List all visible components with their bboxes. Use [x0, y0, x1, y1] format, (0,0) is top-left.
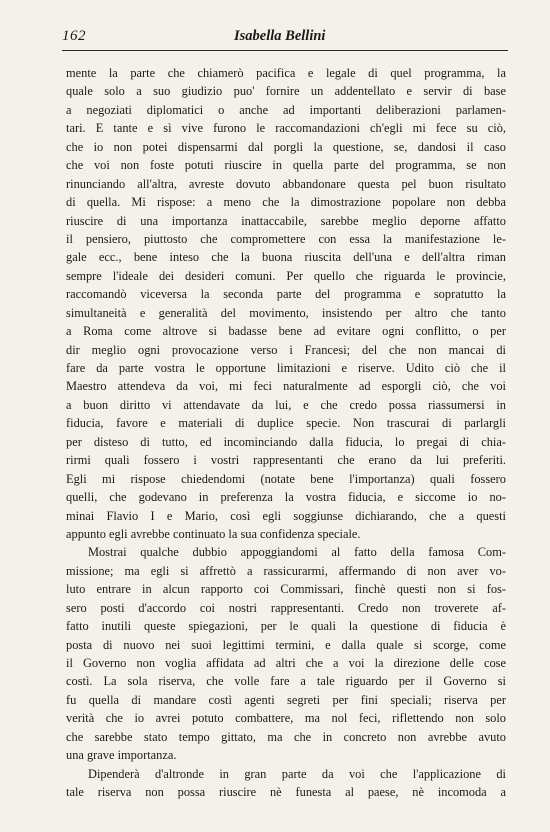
text-line: Dipenderà d'altronde in gran parte da voi che l'applicazione di: [88, 766, 506, 781]
text-line: che io non potei dispensarmi dal porgli la questione, se, dandosi il caso: [66, 139, 506, 154]
text-line: luto entrare in alcun rapporto coi Commissari, finchè questi non si fos-: [66, 582, 506, 597]
text-line: sero posti d'accordo coi nostri rappresentanti. Credo non troverete af-: [66, 600, 506, 615]
text-line: il pensiero, piuttosto che compromettere con essa la manifestazione le-: [66, 231, 506, 246]
text-line: rinunciando all'altra, avreste dovuto abbandonare questa pel buon risultato: [66, 176, 506, 191]
header-rule: [62, 50, 508, 51]
text-line: che voi non foste potuti riuscire in quella parte del programma, se non: [66, 158, 506, 173]
text-line: minai Flavio I e Mario, così egli soggiunse dichiarando, che a questi: [66, 508, 506, 523]
text-line: una grave importanza.: [66, 748, 177, 763]
text-line: gale ecc., bene inteso che la buona riuscita dell'una e dell'altra riman: [66, 250, 506, 265]
running-head: [0, 0, 550, 50]
text-line: missione; ma egli si affrettò a rassicurarmi, affermando di non aver vo-: [66, 563, 506, 578]
text-line: fatto inutili queste spiegazioni, per le quali la questione di fiducia è: [66, 619, 506, 634]
text-line: dir meglio ogni provocazione verso i Francesi; del che non mancai di: [66, 342, 506, 357]
text-line: fare da parte vostra le opportune limitazioni e riserve. Udito ciò che il: [66, 361, 506, 375]
text-line: tale riserva non possa riuscire nè funesta al paese, nè incomoda a: [66, 785, 506, 800]
text-line: appunto egli avrebbe continuato la sua confidenza speciale.: [66, 526, 361, 541]
text-line: fiducia, favore e materiali di duplice specie. Non trascurai di parlargli: [66, 416, 506, 431]
text-line: sempre l'ideale dei desideri comuni. Per quello che riguarda le provincie,: [66, 268, 506, 283]
text-line: riuscire di una importanza inattaccabile, sarebbe meglio deporne affatto: [66, 213, 506, 228]
text-line: per disteso di tutto, ed incominciando dalla fiducia, lo pregai di chia-: [66, 434, 506, 449]
body-text: [66, 64, 506, 802]
text-line: costì. La sola riserva, che volle fare a tale riguardo per il Governo si: [66, 674, 506, 689]
text-line: raccomandò viceversa la seconda parte del programma e sopratutto la: [66, 287, 506, 302]
text-line: mente la parte che chiamerò pacifica e legale di quel programma, la: [66, 66, 506, 80]
text-line: Maestro attendeva da voi, mi feci naturalmente ad esporgli ciò, che voi: [66, 379, 506, 394]
text-line: Mostrai qualche dubbio appoggiandomi al fatto della famosa Com-: [88, 545, 506, 560]
text-line: verità che io avrei potuto combattere, ma nol feci, riflettendo non solo: [66, 711, 506, 726]
text-line: posta di nuovo nei suoi legittimi termini, e dalla quale si scorge, come: [66, 637, 506, 652]
text-line: a negoziati diplomatici o anche ad importanti deliberazioni parlamen-: [66, 102, 506, 117]
text-line: il Governo non voglia affidata ad altri che a voi la direzione delle cose: [66, 656, 506, 670]
text-line: a Roma come altrove si badasse bene ad evitare ogni conflitto, o per: [66, 324, 506, 339]
running-title: Isabella Bellini: [234, 28, 326, 44]
text-line: che sarebbe stato tempo gittato, ma che in concreto non avrebbe avuto: [66, 729, 506, 744]
text-line: rirmi quali fossero i vostri rappresentanti che erano da lui preferiti.: [66, 453, 506, 468]
text-line: quale solo a suo giudizio puo' fornire un addentellato e servir di base: [66, 84, 506, 99]
text-line: di quella. Mi rispose: a meno che la dimostrazione popolare non debba: [66, 195, 506, 210]
text-line: fu quella di mandare costì agenti segreti per fini speciali; riserva per: [66, 692, 506, 707]
text-line: Egli mi rispose chiedendomi (notate bene l'importanza) quali fossero: [66, 471, 506, 486]
text-line: quelli, che godevano in preferenza la vostra fiducia, e siccome io no-: [66, 490, 506, 505]
text-line: a buon diritto vi attendavate da lui, e che credo possa riassumersi in: [66, 397, 506, 412]
page-number: 162: [62, 28, 86, 44]
text-line: tari. E tante e sì vive furono le raccomandazioni ch'egli mi fece su ciò,: [66, 121, 506, 136]
text-line: simultaneità e generalità del movimento, insistendo per altro che tanto: [66, 305, 506, 320]
